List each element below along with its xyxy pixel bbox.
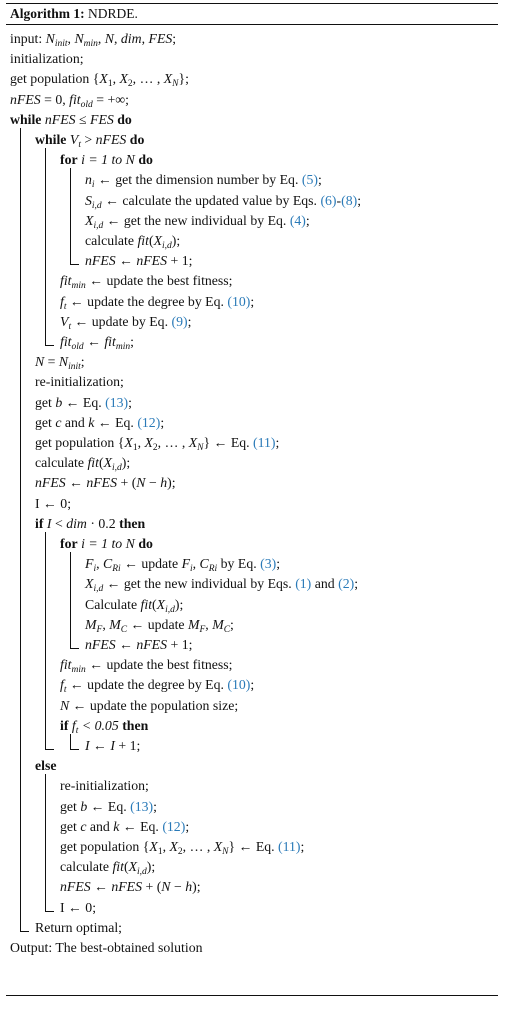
algorithm-line: nFES ← nFES + (N − h);: [35, 475, 176, 491]
block-bracket: [20, 128, 29, 932]
algorithm-line: fit$_{min}$ ← update the best fitness;: [60, 657, 233, 676]
algorithm-line: re-initialization;: [35, 374, 124, 390]
algorithm-line: I ← 0;: [60, 899, 97, 915]
algorithm-line: fit$_{old}$ ← fit$_{min}$;: [60, 334, 134, 352]
algorithm-line: calculate $fit(X_{i,d})$;: [85, 233, 181, 251]
algorithm-name: NDRDE.: [88, 6, 138, 21]
algorithm-line: N ← update the population size;: [60, 697, 239, 713]
algorithm-line: get b ← Eq. (13);: [60, 798, 157, 814]
algorithm-line: get population {$X_1$, $X_2$, … , $X_N$} ← Eq. (11);: [60, 839, 305, 857]
algorithm-block: [6, 3, 498, 996]
algorithm-line: $f_t$ ← update the degree by Eq. (10);: [60, 293, 255, 312]
algorithm-line: Return optimal;: [35, 919, 122, 935]
algorithm-line: while nFES ≤ FES do: [10, 111, 132, 127]
algorithm-line: $V_t$ ← update by Eq. (9);: [60, 313, 192, 332]
block-bracket: [45, 774, 54, 911]
algorithm-line: $X_{i,d}$ ← get the new individual by Eq. (4);: [85, 212, 310, 231]
algorithm-line: nFES ← nFES + 1;: [85, 637, 193, 652]
algorithm-line: get population {$X_1$, $X_2$, … , $X_N$} ← Eq. (11);: [35, 435, 280, 453]
algorithm-line: nFES ← nFES + 1;: [85, 253, 193, 269]
algorithm-line: get b ← Eq. (13);: [35, 394, 132, 410]
bottom-rule: [6, 995, 498, 996]
algorithm-line: Calculate $fit(X_{i,d})$;: [85, 596, 184, 615]
algorithm-line: $S_{i,d}$ ← calculate the updated value by Eqs. (6)-(8);: [85, 192, 362, 211]
algorithm-line: initialization;: [10, 51, 84, 67]
algorithm-line: Output: The best-obtained solution: [10, 940, 203, 955]
algorithm-line: nFES = 0, fit$_{old}$ = +∞;: [10, 91, 129, 110]
algorithm-title: [6, 4, 498, 24]
algorithm-line: I ← I + 1;: [85, 738, 141, 753]
algorithm-line: $n_i$ ← get the dimension number by Eq. (5);: [85, 172, 322, 191]
algorithm-line: $N = N_{init}$;: [35, 354, 85, 373]
algorithm-line: nFES ← nFES + (N − h);: [60, 879, 201, 895]
algorithm-line: $X_{i,d}$ ← get the new individual by Eqs. (1) and (2);: [85, 576, 359, 595]
algorithm-line: calculate $fit(X_{i,d})$;: [35, 455, 131, 474]
algorithm-line: for i = 1 to N do: [60, 152, 153, 168]
block-bracket: [45, 532, 54, 750]
algorithm-label: Algorithm 1:: [10, 6, 85, 21]
block-bracket: [70, 552, 79, 649]
algorithm-line: for i = 1 to N do: [60, 536, 153, 551]
algorithm-line: re-initialization;: [60, 778, 149, 794]
algorithm-line: calculate $fit(X_{i,d})$;: [60, 859, 156, 878]
algorithm-line: $F_i$, $C_{Ri}$ ← update $F_i$, $C_{Ri}$ by Eq. (3);: [85, 556, 281, 575]
block-bracket: [70, 734, 79, 750]
algorithm-line: get population {$X_1$, $X_2$, … , $X_N$};: [10, 71, 189, 90]
algorithm-line: while $V_t$ > nFES do: [35, 132, 145, 150]
algorithm-line: if $f_t < 0.05$ then: [60, 717, 149, 736]
algorithm-line: get c and k ← Eq. (12);: [60, 818, 190, 834]
block-bracket: [70, 168, 79, 265]
algorithm-line: else: [35, 758, 57, 774]
algorithm-body: [6, 25, 498, 995]
algorithm-line: $f_t$ ← update the degree by Eq. (10);: [60, 677, 255, 696]
algorithm-line: if I < dim · 0.2 then: [35, 515, 146, 531]
algorithm-line: fit$_{min}$ ← update the best fitness;: [60, 273, 233, 292]
algorithm-line: input: $N_{init}$, $N_{min}$, N, dim, FES;: [10, 31, 177, 49]
algorithm-line: get c and k ← Eq. (12);: [35, 414, 165, 430]
block-bracket: [45, 148, 54, 346]
algorithm-line: $M_F$, $M_C$ ← update $M_F$, $M_C$;: [85, 616, 234, 635]
algorithm-line: I ← 0;: [35, 495, 72, 511]
